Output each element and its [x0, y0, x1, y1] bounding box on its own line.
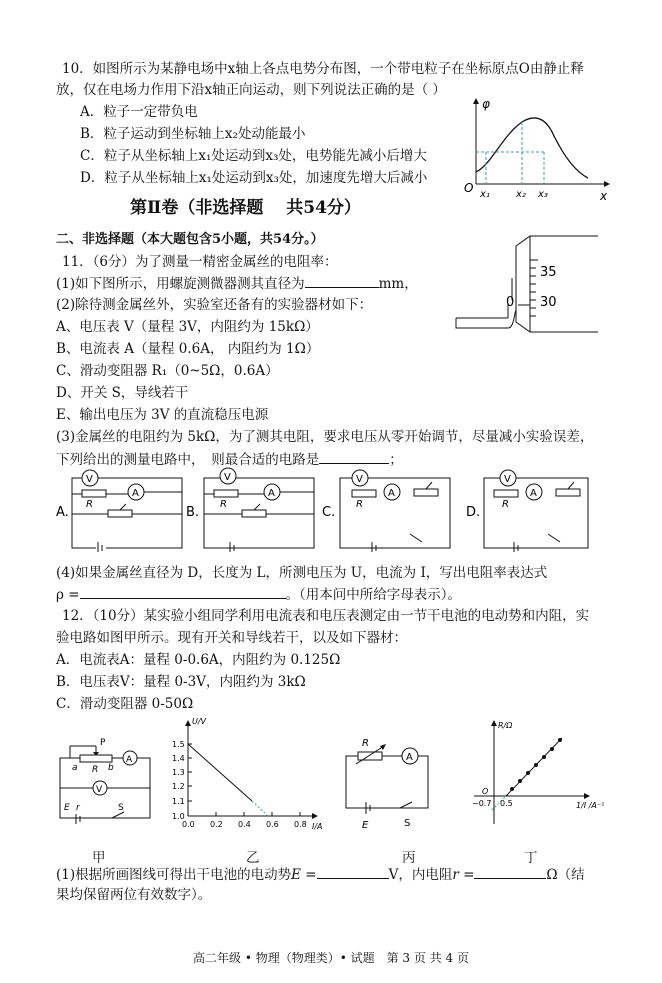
svg-text:P: P [100, 738, 106, 748]
circuit-a-label: A. [56, 505, 69, 520]
svg-text:A: A [126, 755, 133, 765]
svg-text:1/I /A⁻¹: 1/I /A⁻¹ [576, 801, 605, 810]
svg-text:R: R [356, 499, 363, 510]
q11-sub3-line1: (3)金属丝的电阻约为 5kΩ，为了测其电阻，要求电压从零开始调节，尽量减小实验误差， [56, 429, 594, 445]
svg-text:R/Ω: R/Ω [498, 721, 513, 730]
q11-equip-b: B、电流表 A（量程 0.6A， 内阻约为 1Ω） [56, 341, 320, 357]
q11-sub1: (1)如下图所示，用螺旋测微器测其直径为 mm， [56, 276, 418, 292]
part2-title: 第Ⅱ卷（非选择题 共54分） [130, 198, 361, 218]
circuit-b [186, 462, 316, 552]
svg-text:A: A [132, 488, 139, 499]
svg-text:0.4: 0.4 [238, 820, 251, 829]
graph-tick-x1: x₁ [480, 189, 490, 200]
q11-equip-a: A、电压表 V（量程 3V，内阻约为 15kΩ） [56, 319, 319, 335]
circuit-c [322, 462, 452, 552]
micrometer-tick-30: 30 [540, 295, 557, 310]
svg-text:1.1: 1.1 [172, 797, 185, 806]
q12-line2: 验电路如图甲所示。现有开关和导线若干，以及如下器材： [56, 630, 407, 646]
q11-title: 11．（6分）为了测量一精密金属丝的电阻率： [62, 254, 338, 270]
graph-tick-x2: x₂ [516, 189, 526, 200]
graph-origin-label: O [464, 181, 474, 195]
resistor-icon [494, 490, 518, 497]
svg-text:0.6: 0.6 [266, 820, 279, 829]
circuit-d [462, 462, 592, 552]
figure-yi [168, 714, 330, 830]
svg-text:a: a [72, 763, 78, 773]
svg-text:O: O [482, 787, 489, 796]
q11-equip-e: E、输出电压为 3V 的直流稳压电源 [56, 407, 269, 423]
q10-line1: 10．如图所示为某静电场中x轴上各点电势分布图，一个带电粒子在坐标原点O由静止释 [62, 61, 584, 77]
fig-label-ding: 丁 [524, 850, 538, 866]
svg-text:0.2: 0.2 [210, 820, 223, 829]
svg-text:I/A: I/A [312, 822, 323, 830]
q11-sub4-line2: ρ = 。（用本问中所给字母表示）。 [56, 587, 462, 603]
q12-emf-blank[interactable] [317, 865, 389, 879]
svg-text:S: S [404, 818, 411, 829]
svg-text:A: A [530, 488, 537, 499]
q11-sub4-line1: (4)如果金属丝直径为 D，长度为 L，所测电压为 U，电流为 I，写出电阻率表达式 [56, 565, 548, 581]
svg-text:1.4: 1.4 [172, 754, 185, 763]
svg-text:V: V [96, 785, 103, 795]
graph-x-label: x [600, 189, 608, 202]
svg-text:V: V [356, 474, 363, 485]
circuit-d-label: D. [466, 505, 481, 520]
resistor-icon [352, 490, 376, 497]
svg-text:A: A [268, 488, 275, 499]
circuit-c-label: C. [322, 505, 336, 520]
svg-text:1.0: 1.0 [172, 812, 185, 821]
page-footer: 高二年级 • 物理（物理类）• 试题 第 3 页 共 4 页 [193, 951, 469, 965]
q11-sub3-line2: 下列给出的测量电路中， 则最合适的电路是 ； [56, 452, 403, 468]
q12-resistance-blank[interactable] [474, 865, 546, 879]
svg-text:R: R [362, 738, 369, 749]
svg-text:E: E [64, 803, 70, 813]
svg-text:1.2: 1.2 [172, 782, 185, 791]
graph-tick-x3: x₃ [538, 189, 548, 200]
svg-text:1.3: 1.3 [172, 768, 185, 777]
q11-diameter-blank[interactable] [305, 274, 379, 288]
svg-text:V: V [504, 474, 511, 485]
micrometer-tick-0: 0 [506, 295, 515, 310]
q12-q1-line2: 果均保留两位有效数字）。 [56, 887, 212, 903]
svg-text:V: V [224, 472, 231, 483]
section2-heading: 二、非选择题（本大题包含5小题，共54分。） [56, 232, 324, 247]
figure-bing [338, 738, 448, 830]
micrometer-figure [448, 226, 616, 334]
q10-option-b: B．粒子运动到坐标轴上x₂处动能最小 [80, 126, 306, 142]
q11-equip-d: D、开关 S，导线若干 [56, 385, 189, 401]
svg-text:0.5: 0.5 [500, 799, 513, 808]
q12-equip-b: B．电压表V：量程 0-3V，内阻约为 3kΩ [56, 674, 306, 690]
svg-text:0.8: 0.8 [294, 820, 307, 829]
svg-text:V: V [86, 474, 93, 485]
svg-text:−0.7: −0.7 [472, 799, 492, 808]
fig-label-jia: 甲 [92, 850, 106, 866]
q11-equip-c: C、滑动变阻器 R₁（0~5Ω，0.6A） [56, 363, 279, 379]
fig-label-yi: 乙 [246, 850, 260, 866]
circuit-a [56, 462, 186, 552]
resistor-icon [214, 490, 238, 497]
q12-line1: 12．（10分）某实验小组同学利用电流表和电压表测定由一节干电池的电动势和内阻，实 [62, 608, 590, 624]
svg-text:r: r [76, 803, 80, 813]
svg-text:E: E [362, 820, 369, 830]
potential-graph [452, 96, 612, 202]
fig-label-bing: 丙 [402, 850, 416, 866]
svg-text:b: b [108, 763, 114, 773]
q10-option-a: A．粒子一定带负电 [80, 104, 198, 120]
q11-sub2: (2)除待测金属丝外，实验室还备有的实验器材如下： [56, 297, 373, 313]
svg-text:0.0: 0.0 [182, 820, 195, 829]
resistor-icon [82, 490, 106, 497]
svg-text:A: A [388, 488, 395, 499]
svg-text:A: A [406, 752, 413, 763]
svg-text:R: R [92, 765, 99, 775]
graph-phi-label: φ [482, 97, 490, 111]
svg-text:1.5: 1.5 [172, 740, 185, 749]
circuit-b-label: B. [186, 505, 200, 520]
svg-text:R: R [502, 499, 509, 510]
q10-option-c: C．粒子从坐标轴上x₁处运动到x₃处，电势能先减小后增大 [80, 148, 427, 164]
q10-line2: 放，仅在电场力作用下沿x轴正向运动，则下列说法正确的是（ ） [56, 82, 446, 98]
svg-text:R: R [86, 499, 93, 510]
q12-equip-a: A．电流表A：量程 0-0.6A，内阻约为 0.125Ω [56, 652, 341, 668]
svg-text:S: S [118, 803, 124, 813]
q12-q1-line1: (1)根据所画图线可得出干电池的电动势E = V，内电阻r = Ω（结 [56, 867, 585, 883]
q10-option-d: D．粒子从坐标轴上x₁处运动到x₃处，加速度先增大后减小 [80, 170, 428, 186]
figure-jia [56, 736, 166, 830]
micrometer-tick-35: 35 [540, 265, 557, 280]
q11-resistivity-blank[interactable] [80, 585, 286, 599]
figure-ding [466, 716, 616, 830]
svg-text:U/V: U/V [192, 717, 207, 726]
q12-equip-c: C．滑动变阻器 0-50Ω [56, 696, 194, 712]
svg-text:R: R [220, 499, 227, 510]
